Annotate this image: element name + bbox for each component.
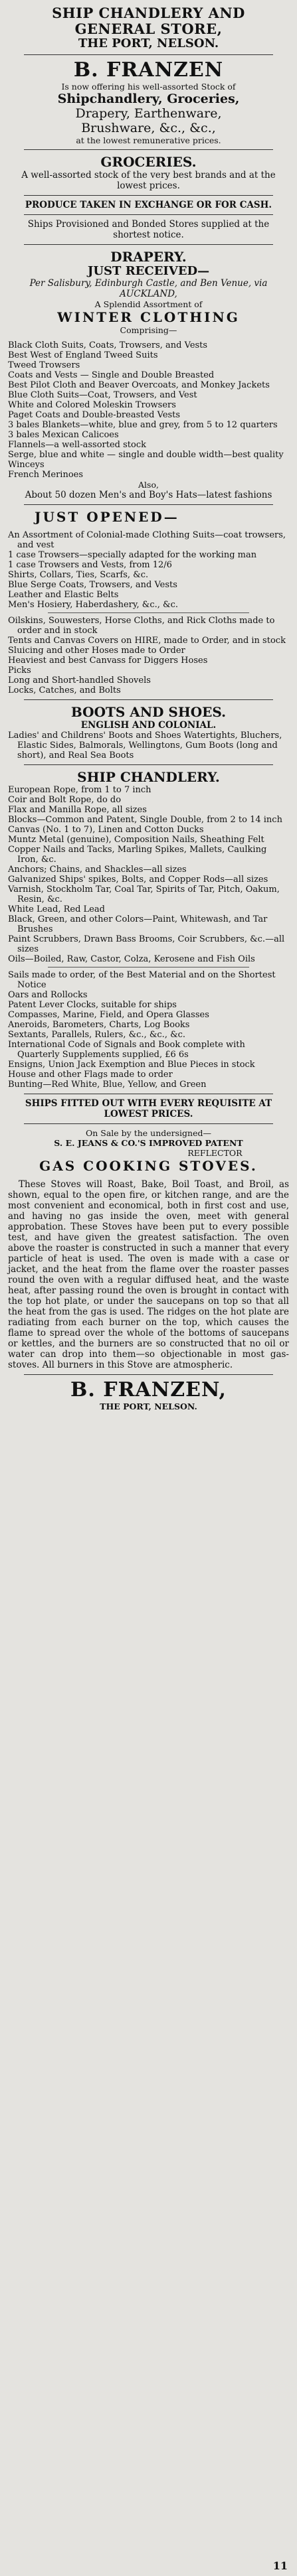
list-item: Flannels—a well-assorted stock: [8, 440, 146, 450]
ship-chandlery-title: SHIP CHANDLERY.: [77, 769, 220, 785]
divider: [24, 504, 273, 505]
divider: [24, 195, 273, 196]
list-item: 3 bales Mexican Calicoes: [8, 430, 119, 440]
list-item: Bunting—Red White, Blue, Yellow, and Green: [8, 1080, 207, 1090]
list-item: White Lead, Red Lead: [8, 904, 105, 914]
goods-line2: Drapery, Earthenware,: [75, 106, 222, 121]
list-item: Tents and Canvas Covers on HIRE, made to Order, and in stock: [8, 636, 286, 646]
header-line1: SHIP CHANDLERY AND: [52, 5, 245, 21]
boots-text: Ladies' and Childrens' Boots and Shoes Watertights, Bluchers, Elastic Sides, Balmorals, Wellingtons, Gum Boots (long and short), and Real Sea Boots: [8, 731, 282, 760]
divider: [24, 1374, 273, 1375]
on-sale-line: On Sale by the undersigned—: [86, 1128, 211, 1138]
divider: [24, 699, 273, 700]
list-item: International Code of Signals and Book complete with Quarterly Supplements supplied, £6 6s: [8, 1040, 245, 1060]
list-item: Paget Coats and Double-breasted Vests: [8, 410, 181, 420]
list-item: 1 case Trowsers—specially adapted for the working man: [8, 550, 257, 560]
list-item: Muntz Metal (genuine), Composition Nails, Sheathing Felt: [8, 835, 264, 845]
list-item: European Rope, from 1 to 7 inch: [8, 785, 151, 795]
list-item: Canvas (No. 1 to 7), Linen and Cotton Ducks: [8, 825, 204, 835]
list-item: Oils—Boiled, Raw, Castor, Colza, Kerosene and Fish Oils: [8, 954, 255, 964]
list-item: Winceys: [8, 460, 45, 470]
list-item: Sextants, Parallels, Rulers, &c., &c., &c.: [8, 1030, 186, 1040]
splendid-line: A Splendid Assortment of: [94, 299, 203, 309]
drapery-title: DRAPERY.: [110, 249, 187, 265]
fitted-out-text: SHIPS FITTED OUT WITH EVERY REQUISITE AT LOWEST PRICES.: [25, 1098, 272, 1119]
list-item: Blocks—Common and Patent, Single Double, from 2 to 14 inch: [8, 815, 282, 825]
list-item: Aneroids, Barometers, Charts, Log Books: [8, 1020, 190, 1030]
divider: [24, 149, 273, 150]
divider: [24, 214, 273, 215]
list-item: Compasses, Marine, Field, and Opera Glasses: [8, 1010, 209, 1020]
divider: [24, 244, 273, 245]
header-line3: THE PORT, NELSON.: [78, 36, 219, 50]
divider: [24, 764, 273, 765]
shipments-line: Per Salisbury, Edinburgh Castle, and Ben Venue, via AUCKLAND,: [29, 278, 268, 299]
gas-stoves-heading: GAS COOKING STOVES.: [39, 1158, 258, 1174]
list-item: Anchors; Chains, and Shackles—all sizes: [8, 865, 187, 875]
list-item: White and Colored Moleskin Trowsers: [8, 400, 176, 410]
also-line: Also,: [138, 480, 159, 490]
boots-subtitle: ENGLISH AND COLONIAL.: [80, 720, 217, 731]
just-received: JUST RECEIVED—: [87, 264, 210, 278]
comprising-line: Comprising—: [120, 325, 177, 335]
list-item: 3 bales Blankets—white, blue and grey, from 5 to 12 quarters: [8, 420, 278, 430]
list-item: Long and Short-handled Shovels: [8, 676, 151, 685]
list-item: Best Pilot Cloth and Beaver Overcoats, and Monkey Jackets: [8, 380, 270, 390]
list-item: Leather and Elastic Belts: [8, 590, 119, 600]
list-item: Black, Green, and other Colors—Paint, Whitewash, and Tar Brushes: [8, 914, 268, 934]
produce-text: PRODUCE TAKEN IN EXCHANGE OR FOR CASH.: [25, 200, 272, 210]
footer-address: THE PORT, NELSON.: [100, 1401, 197, 1411]
page-number: 11: [272, 2559, 288, 2572]
list-item: House and other Flags made to order: [8, 1070, 173, 1080]
list-item: Patent Lever Clocks, suitable for ships: [8, 1000, 177, 1010]
just-opened-title: JUST OPENED—: [35, 509, 179, 525]
divider: [24, 1123, 273, 1124]
list-item: Best West of England Tweed Suits: [8, 350, 158, 360]
stove-description: These Stoves will Roast, Bake, Boil Toast, and Broil, as shown, equal to the open fire, or kitchen range, and are the most convenient and economical, both in first cost and use, and having no gas inside the oven, meet with general approbation. These Stoves have been put to every possible test, and have given the greatest satisfaction. The oven above the roaster is constructed in such a manner that every particle of heat is used. The oven is made with a case or jacket, and the heat from the flame over the roaster passes round the oven with a regular diffused heat, and the waste heat, after passing round the oven is brought in contact with the top hot plate, or under the saucepans on top so that all the heat from the gas is used. The ridges on the hot plate are radiating from each burner on the top, which causes the flame to spread over the whole of the bottoms of saucepans or kettles, and the burners are so constructed that no oil or water can drop into them—so objectionable in most gas-stoves. All burners in this Stove are atmospheric.: [8, 1179, 289, 1370]
list-item: Coir and Bolt Rope, do do: [8, 795, 122, 805]
list-item: Blue Serge Coats, Trowsers, and Vests: [8, 580, 177, 590]
divider: [48, 612, 249, 613]
goods-line1: Shipchandlery, Groceries,: [57, 92, 240, 106]
list-item: 1 case Trowsers and Vests, from 12/6: [8, 560, 172, 570]
header-line2: GENERAL STORE,: [74, 21, 223, 37]
list-item: Copper Nails and Tacks, Marling Spikes, Mallets, Caulking Iron, &c.: [8, 845, 267, 865]
list-item: Ensigns, Union Jack Exemption and Blue Pieces in stock: [8, 1060, 255, 1070]
list-item: Oilskins, Souwesters, Horse Cloths, and Rick Cloths made to order and in stock: [8, 616, 275, 636]
hats-line: About 50 dozen Men's and Boy's Hats—latest fashions: [25, 490, 272, 500]
list-item: Blue Cloth Suits—Coat, Trowsers, and Vest: [8, 390, 197, 400]
list-item: Heaviest and best Canvass for Diggers Hoses: [8, 656, 208, 666]
list-item: Galvanized Ships' spikes, Bolts, and Copper Rods—all sizes: [8, 875, 268, 885]
groceries-title: GROCERIES.: [100, 154, 197, 170]
list-item: Picks: [8, 666, 31, 676]
intro-text: Is now offering his well-assorted Stock of: [61, 82, 236, 92]
list-item: Men's Hosiery, Haberdashery, &c., &c.: [8, 600, 178, 610]
list-item: Coats and Vests — Single and Double Breasted: [8, 370, 215, 380]
divider: [24, 54, 273, 55]
list-item: Shirts, Collars, Ties, Scarfs, &c.: [8, 570, 149, 580]
list-item: Oars and Rollocks: [8, 990, 88, 1000]
footer-name: B. FRANZEN,: [70, 1378, 227, 1401]
winter-clothing-heading: WINTER CLOTHING: [57, 309, 240, 325]
prices-line: at the lowest remunerative prices.: [76, 135, 221, 145]
list-item: French Merinoes: [8, 470, 84, 480]
list-item: An Assortment of Colonial-made Clothing Suits—coat trowsers, and vest: [8, 530, 286, 550]
list-item: Sails made to order, of the Best Material and on the Shortest Notice: [8, 970, 276, 990]
list-item: Flax and Manilla Rope, all sizes: [8, 805, 147, 815]
list-item: Paint Scrubbers, Drawn Bass Brooms, Coir Scrubbers, &c.—all sizes: [8, 934, 285, 954]
merchant-name: B. FRANZEN: [73, 58, 224, 82]
list-item: Serge, blue and white — single and double width—best quality: [8, 450, 284, 460]
goods-line3: Brushware, &c., &c.,: [81, 121, 216, 135]
list-item: Tweed Trowsers: [8, 360, 80, 370]
list-item: Black Cloth Suits, Coats, Trowsers, and Vests: [8, 340, 208, 350]
reflector-line: REFLECTOR: [187, 1148, 243, 1158]
groceries-text: A well-assorted stock of the very best brands and at the lowest prices.: [21, 170, 276, 191]
ships-provisioned-text: Ships Provisioned and Bonded Stores supplied at the shortest notice.: [27, 219, 270, 240]
list-item: Varnish, Stockholm Tar, Coal Tar, Spirits of Tar, Pitch, Oakum, Resin, &c.: [8, 885, 280, 904]
list-item: Sluicing and other Hoses made to Order: [8, 646, 185, 656]
boots-title: BOOTS AND SHOES.: [70, 704, 227, 720]
list-item: Locks, Catches, and Bolts: [8, 685, 121, 695]
jeans-line: S. E. JEANS & CO.'S IMPROVED PATENT: [54, 1138, 243, 1148]
